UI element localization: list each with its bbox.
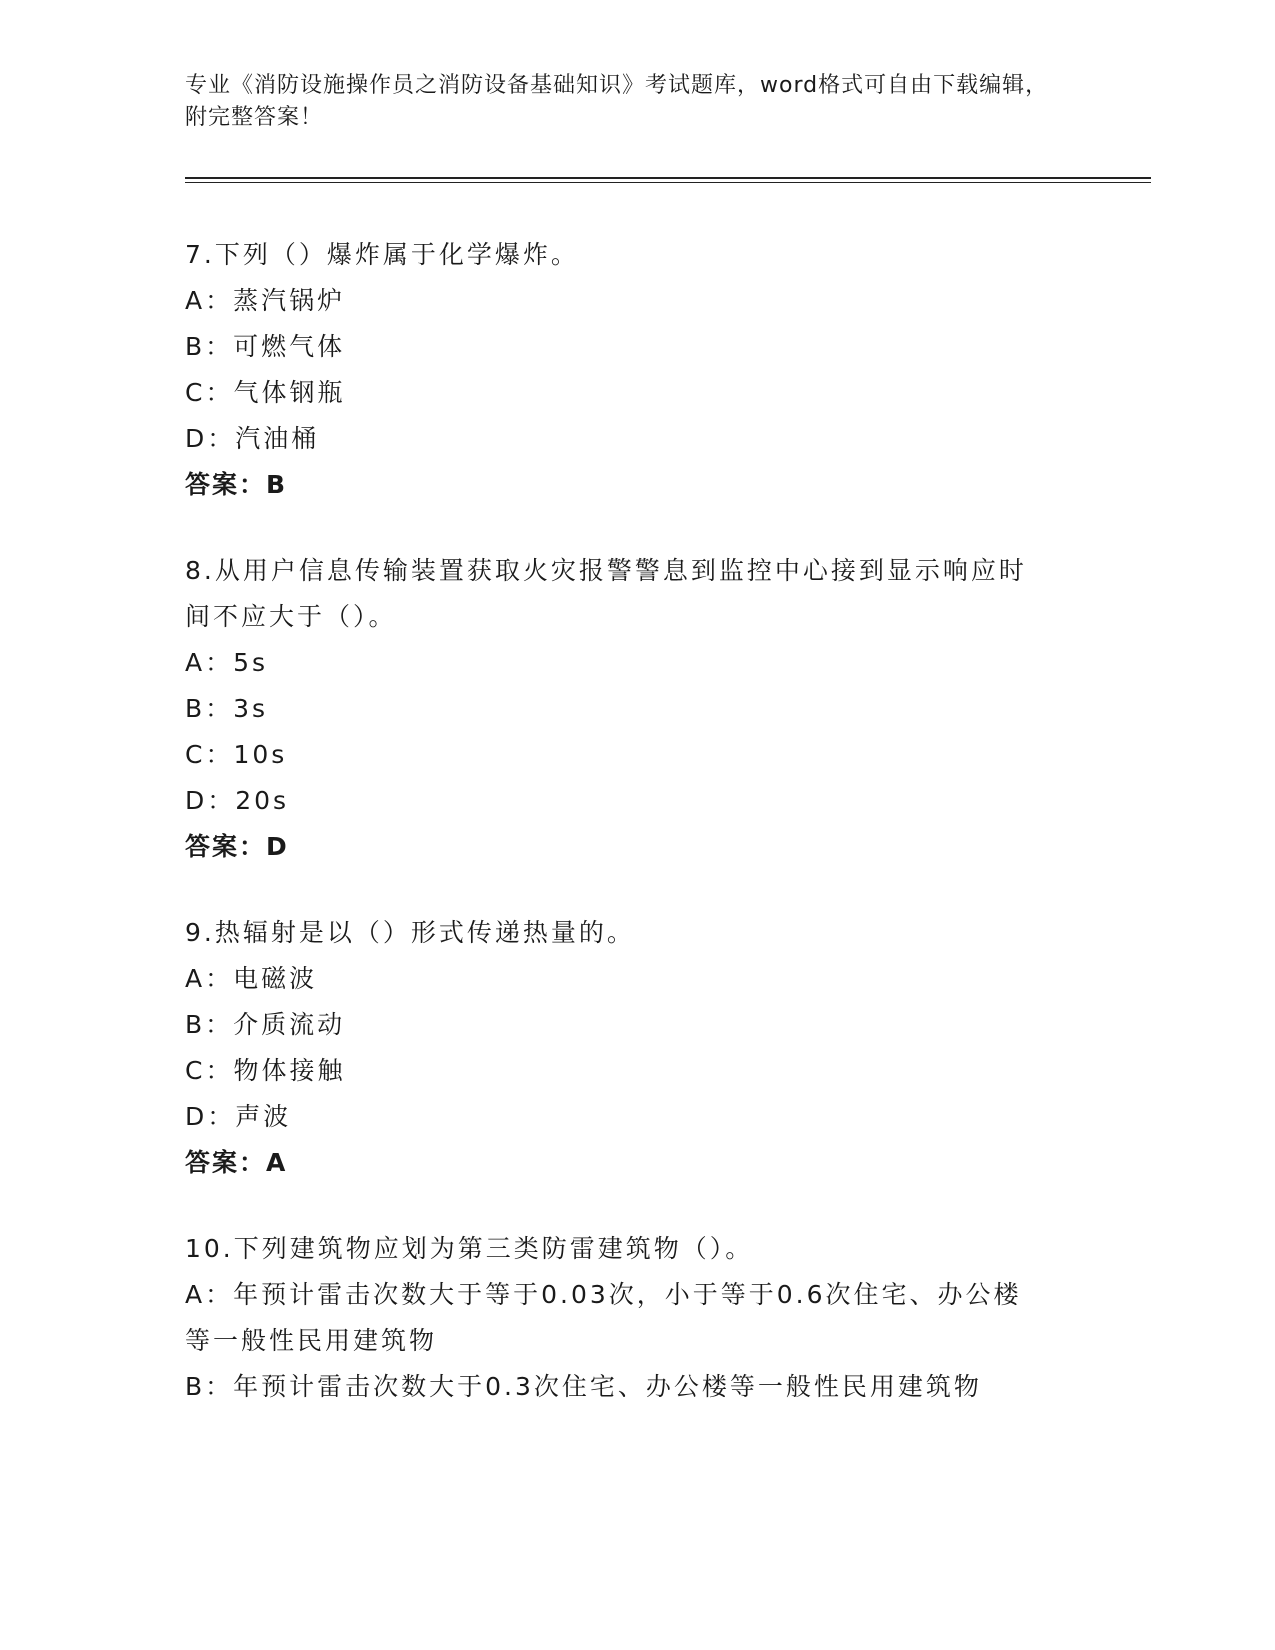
question-stem: 9.热辐射是以（）形式传递热量的。 (185, 918, 635, 947)
option-b: B：年预计雷击次数大于0.3次住宅、办公楼等一般性民用建筑物 (185, 1372, 982, 1401)
question-list (185, 232, 1085, 1450)
question-10 (185, 1226, 1085, 1410)
option-a: A：蒸汽锅炉 (185, 286, 346, 315)
question-stem: 8.从用户信息传输装置获取火灾报警警息到监控中心接到显示响应时间不应大于（）。 (185, 556, 1027, 631)
answer-line: 答案：D (185, 832, 289, 861)
option-b: B：3s (185, 694, 269, 723)
option-a: A：电磁波 (185, 964, 318, 993)
option-b: B：介质流动 (185, 1010, 346, 1039)
option-d: D：声波 (185, 1102, 292, 1131)
option-a: A：5s (185, 648, 269, 677)
question-stem: 10.下列建筑物应划为第三类防雷建筑物（）。 (185, 1234, 754, 1263)
question-9 (185, 910, 1085, 1186)
answer-line: 答案：A (185, 1148, 288, 1177)
header-rule-top (185, 177, 1151, 179)
question-8 (185, 548, 1085, 870)
answer-line: 答案：B (185, 470, 288, 499)
option-c: C：10s (185, 740, 288, 769)
option-c: C：物体接触 (185, 1056, 346, 1085)
question-stem: 7.下列（）爆炸属于化学爆炸。 (185, 240, 579, 269)
option-c: C：气体钢瓶 (185, 378, 346, 407)
option-b: B：可燃气体 (185, 332, 346, 361)
option-a: A：年预计雷击次数大于等于0.03次，小于等于0.6次住宅、办公楼等一般性民用建筑物 (185, 1280, 1022, 1355)
option-d: D：20s (185, 786, 290, 815)
header-rule-bottom (185, 182, 1151, 183)
document-header: 专业《消防设施操作员之消防设备基础知识》考试题库，word格式可自由下载编辑，附完整答案！ (185, 73, 1049, 130)
question-7 (185, 232, 1085, 508)
option-d: D：汽油桶 (185, 424, 320, 453)
